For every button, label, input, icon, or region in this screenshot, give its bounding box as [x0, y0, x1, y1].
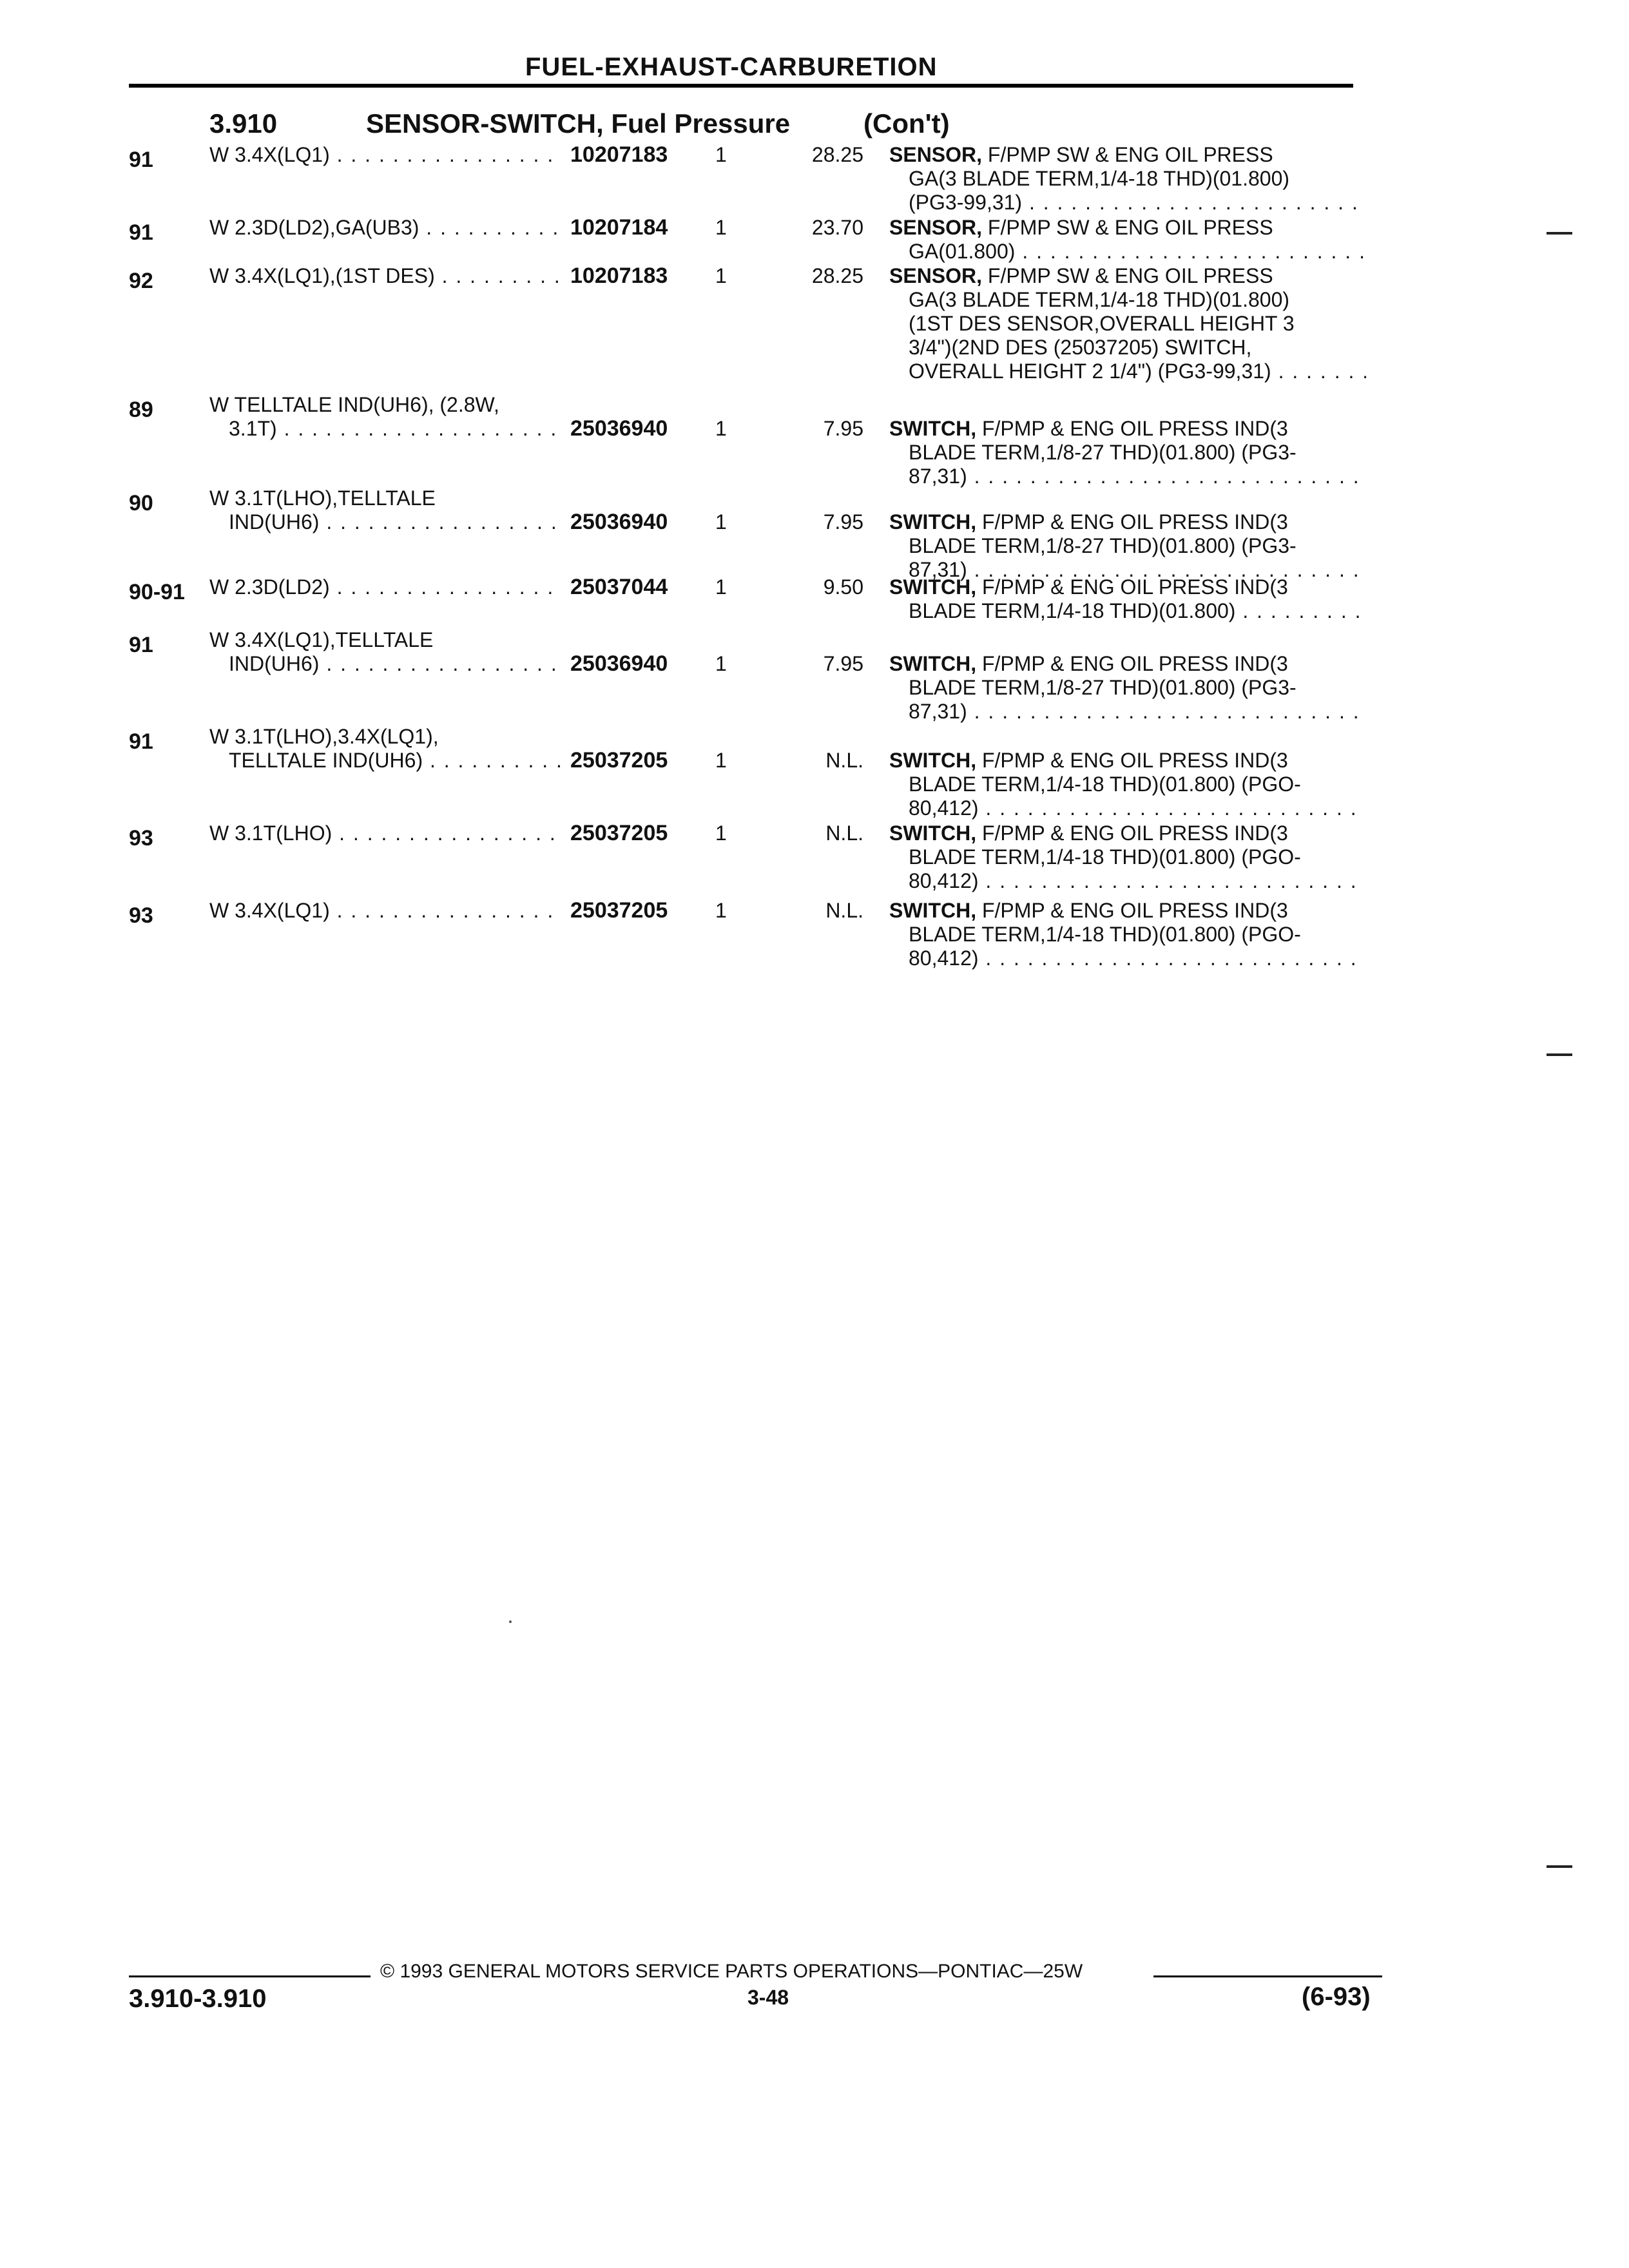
description: [889, 264, 1366, 383]
application-line: W 3.1T(LHO),3.4X(LQ1),: [209, 725, 439, 748]
description-type: SWITCH,: [889, 652, 977, 675]
description-type: SENSOR,: [889, 216, 983, 239]
application: [209, 822, 563, 845]
application-line: W 3.4X(LQ1),TELLTALE: [209, 628, 434, 651]
application-line: W 2.3D(LD2),GA(UB3) . . .: [209, 216, 563, 240]
description-line: (PG3-99,31) . . .: [889, 191, 1366, 215]
description-type: SWITCH,: [889, 822, 977, 845]
application: [209, 628, 563, 676]
margin-mark: [1547, 1053, 1572, 1056]
quantity: 1: [715, 575, 727, 599]
price: 9.50: [823, 575, 863, 599]
description: [889, 143, 1366, 215]
quantity: 1: [715, 822, 727, 845]
description: [889, 510, 1366, 582]
description-line: 87,31) . . .: [889, 700, 1366, 724]
description-line: F/PMP & ENG OIL PRESS IND(3: [981, 822, 1288, 845]
description-line: BLADE TERM,1/4-18 THD)(01.800) (PGO-: [909, 845, 1301, 869]
price: 28.25: [811, 264, 863, 287]
footer-page-number: 3-48: [747, 1986, 789, 2009]
description-line: F/PMP SW & ENG OIL PRESS: [987, 264, 1273, 287]
footer-section-range: 3.910-3.910: [129, 1984, 267, 2013]
application: [209, 899, 563, 923]
description-line: BLADE TERM,1/8-27 THD)(01.800) (PG3-: [909, 441, 1296, 464]
ref-number: 92: [129, 269, 153, 293]
description-line: F/PMP & ENG OIL PRESS IND(3: [981, 575, 1288, 599]
description-line: BLADE TERM,1/4-18 THD)(01.800) . . .: [889, 599, 1366, 623]
description-line: F/PMP SW & ENG OIL PRESS: [987, 216, 1273, 239]
description: [889, 749, 1366, 820]
scan-speck: [509, 1620, 512, 1623]
part-number: 25037044: [570, 575, 668, 599]
description-type: SENSOR,: [889, 264, 983, 287]
footer-copyright: © 1993 GENERAL MOTORS SERVICE PARTS OPERATIONS—PONTIAC—25W: [380, 1961, 1083, 1982]
part-number: 25037205: [570, 898, 668, 923]
description-type: SWITCH,: [889, 417, 977, 440]
description-line: (1ST DES SENSOR,OVERALL HEIGHT 3: [909, 312, 1295, 335]
description: [889, 822, 1366, 893]
part-number: 25037205: [570, 748, 668, 773]
description-line: F/PMP & ENG OIL PRESS IND(3: [981, 749, 1288, 772]
application-line: 3.1T) . . .: [209, 417, 563, 441]
price: 7.95: [823, 417, 863, 440]
price: N.L.: [825, 822, 863, 845]
part-number: 10207184: [570, 215, 668, 240]
description-line: 80,412) . . .: [889, 947, 1366, 970]
description-line: BLADE TERM,1/4-18 THD)(01.800) (PGO-: [909, 773, 1301, 796]
margin-mark: [1547, 232, 1572, 235]
price: N.L.: [825, 899, 863, 922]
part-number: 25036940: [570, 416, 668, 441]
description-line: 87,31) . . .: [889, 558, 1366, 582]
description: [889, 899, 1366, 970]
application: [209, 393, 563, 441]
part-number: 10207183: [570, 142, 668, 167]
description-line: BLADE TERM,1/8-27 THD)(01.800) (PG3-: [909, 676, 1296, 699]
price: 7.95: [823, 652, 863, 675]
description-line: BLADE TERM,1/8-27 THD)(01.800) (PG3-: [909, 534, 1296, 557]
description-line: GA(3 BLADE TERM,1/4-18 THD)(01.800): [909, 288, 1290, 311]
footer-date: (6-93): [1302, 1983, 1371, 2011]
description-line: OVERALL HEIGHT 2 1/4") (PG3-99,31) . . .: [889, 360, 1366, 383]
part-number: 10207183: [570, 264, 668, 288]
footer-rule-left: [129, 1975, 371, 1977]
footer-rule-right: [1153, 1975, 1382, 1977]
description-type: SENSOR,: [889, 143, 983, 166]
price: N.L.: [825, 749, 863, 772]
application: [209, 725, 563, 773]
description-line: GA(01.800) . . .: [889, 240, 1366, 264]
application-line: TELLTALE IND(UH6) . . .: [209, 749, 563, 773]
description-line: BLADE TERM,1/4-18 THD)(01.800) (PGO-: [909, 923, 1301, 946]
description: [889, 652, 1366, 724]
application: [209, 575, 563, 599]
description-line: F/PMP SW & ENG OIL PRESS: [987, 143, 1273, 166]
description-line: 80,412) . . .: [889, 869, 1366, 893]
ref-number: 91: [129, 148, 153, 172]
part-number: 25036940: [570, 510, 668, 534]
quantity: 1: [715, 143, 727, 166]
page-header-title: FUEL-EXHAUST-CARBURETION: [525, 53, 938, 81]
section-title: SENSOR-SWITCH, Fuel Pressure: [366, 108, 791, 139]
ref-number: 89: [129, 398, 153, 422]
description-line: 3/4")(2ND DES (25037205) SWITCH,: [909, 336, 1252, 359]
price: 7.95: [823, 510, 863, 533]
quantity: 1: [715, 510, 727, 533]
ref-number: 91: [129, 220, 153, 245]
description-line: GA(3 BLADE TERM,1/4-18 THD)(01.800): [909, 167, 1290, 190]
application-line: W 3.4X(LQ1) . . .: [209, 899, 563, 923]
quantity: 1: [715, 899, 727, 922]
ref-number: 91: [129, 729, 153, 754]
description-type: SWITCH,: [889, 899, 977, 922]
application-line: IND(UH6) . . .: [209, 510, 563, 534]
description-line: F/PMP & ENG OIL PRESS IND(3: [981, 417, 1288, 440]
price: 28.25: [811, 143, 863, 166]
section-continued: (Con't): [863, 108, 950, 139]
application-line: W 3.1T(LHO) . . .: [209, 822, 563, 845]
application-line: W 2.3D(LD2) . . .: [209, 575, 563, 599]
section-number: 3.910: [209, 108, 278, 139]
price: 23.70: [811, 216, 863, 239]
ref-number: 91: [129, 633, 153, 657]
application-line: W TELLTALE IND(UH6), (2.8W,: [209, 393, 499, 416]
ref-number: 90: [129, 491, 153, 515]
application-line: W 3.4X(LQ1),(1ST DES) . . .: [209, 264, 563, 288]
margin-mark: [1547, 1865, 1572, 1868]
description-line: F/PMP & ENG OIL PRESS IND(3: [981, 899, 1288, 922]
description-line: F/PMP & ENG OIL PRESS IND(3: [981, 510, 1288, 533]
application-line: W 3.4X(LQ1) . . .: [209, 143, 563, 167]
ref-number: 93: [129, 826, 153, 850]
ref-number: 93: [129, 903, 153, 928]
description-line: 80,412) . . .: [889, 796, 1366, 820]
description-type: SWITCH,: [889, 575, 977, 599]
quantity: 1: [715, 264, 727, 287]
description: [889, 216, 1366, 264]
part-number: 25037205: [570, 821, 668, 845]
description-line: F/PMP & ENG OIL PRESS IND(3: [981, 652, 1288, 675]
description-line: 87,31) . . .: [889, 465, 1366, 488]
application: [209, 216, 563, 240]
application: [209, 143, 563, 167]
description: [889, 417, 1366, 488]
quantity: 1: [715, 652, 727, 675]
application: [209, 264, 563, 288]
description-type: SWITCH,: [889, 749, 977, 772]
quantity: 1: [715, 417, 727, 440]
header-rule: [129, 84, 1353, 88]
part-number: 25036940: [570, 651, 668, 676]
quantity: 1: [715, 749, 727, 772]
quantity: 1: [715, 216, 727, 239]
application: [209, 486, 563, 534]
description-type: SWITCH,: [889, 510, 977, 533]
description: [889, 575, 1366, 623]
ref-number: 90-91: [129, 580, 185, 604]
application-line: W 3.1T(LHO),TELLTALE: [209, 486, 436, 510]
application-line: IND(UH6) . . .: [209, 652, 563, 676]
